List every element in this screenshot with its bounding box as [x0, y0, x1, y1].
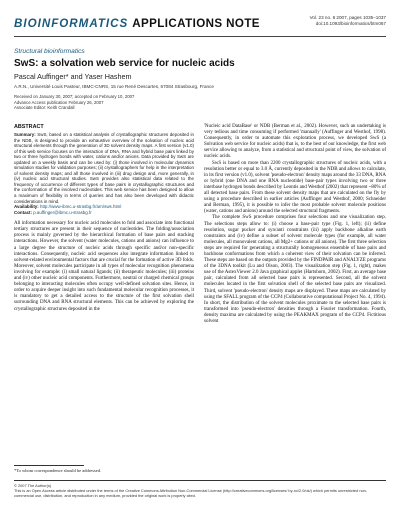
citation-block: [310, 15, 386, 27]
publication-dates: [14, 94, 134, 111]
footnote-divider: [14, 465, 84, 466]
summary-text: SwS, based on a statistical analysis of crystallographic structures deposited in the NDB, is designed to provide an exhaustive overview of the solvation of nucleic acid structural elements through the generation of 3D solvent density maps. A first version (v1.0) of this web service focuses on the interaction of DNA, RNA and hybrid base pairs linked by two or three hydrogen bonds with water, cations and/or anions. Data provided by SwS are updated on a weekly basis and can be used by: (i) those involved in molecular dynamics simulation studies for validation purposes; (ii) crystallographers for help in the interpretation of solvent density maps; and all those involved in (iii) drug design and, more generally, in (iv) nucleic acid structural studies. SwS provides also statistical data related to the frequency of occurrence of different types of base pairs in crystallographic structures and the conformation of the involved nucleotides. This web service has been designed to allow a maximum of flexibility in terms of queries and has also been developed with didactic considerations in mind.: [14, 132, 195, 204]
body-paragraph-2: SwS is based on more than 2200 crystallographic structures of nucleic acids, with a resolution better or equal to 3.0 Å, currently deposited in the NDB and allows to calculate, in its first version (v1.0), solvent 'pseudo-electron' density maps around the 33 DNA, RNA or hybrid (one DNA and one RNA nucleotide) base-pair types involving two or three interbase hydrogen bonds described by Leontis and Westhof (2002) that represent ~80% of all detected base pairs. From these solvent density maps that are calculated on the fly by using a procedure described in earlier articles (Auffinger and Westhof, 2000; Schneider and Berman, 1995), it is possible to infer the most probable solvent molecule positions (water, cations and anions) around the selected structural fragments.: [204, 160, 386, 215]
journal-header: [14, 8, 386, 52]
footer-divider: [14, 480, 386, 481]
intro-paragraph: All information necessary for nucleic acid molecules to fold and associate into functional tertiary structures are present in their sequence of nucleotides. The folding/association process is mainly governed by the hierarchical formation of base pairs and stacking interactions. However, the solvent (water molecules, cations and anions) can influence to a large degree the structure of nucleic acids through specific and/or non-specific interactions. Consequently, nucleic acid sequences also integrate information linked to solvent-related environmental factors that are crucial for the formation of active 3D folds. Moreover, solvent molecules participate in all types of molecular recognition phenomena involving for example: (i) small natural ligands; (ii) therapeutic molecules; (iii) proteins and (iv) other nucleic acid components. Furthermore, neutral or charged chemical groups belonging to interacting molecules often occupy well-defined solvation sites. Hence, in order to acquire deeper insight into such fundamental molecular recognition processes, it is mandatory to get a detailed access to the structure of the first solvation shell surrounding DNA and RNA structural elements. This can be achieved by exploring the crystallographic structures deposited in the: [14, 221, 194, 312]
summary-label: Summary:: [14, 132, 36, 137]
body-paragraph-3: The complete SwS procedure comprises four selections and one visualization step. The selections steps allow to: (i) choose a base-pair type (Fig. 1, left); (ii) define resolution, sugar pucker and syn/anti constraints (iii) apply backbone alkaline earth constraints and (iv) define a subset of solvent molecule types (for example, all water molecules, all monovalent cations, all Mg2+ cations or all anions). The first three selection steps are required for generating a structurally homogeneous ensemble of base pairs and backbone conformations from which a coherent view of their solvation can be inferred. These steps are based on the outputs provided by the FINDPAIR and ANALYZE programs of the 3DNA toolkit (Lu and Olson, 2003). The visualization step (Fig. 1, right), makes use of the AstexViewer 2.0 Java graphical applet (Hartshorn, 2002). First, an average base pair, calculated from all selected base pairs is represented. Second, all the solvent molecules located in the first solvation shell of the selected base pairs are visualized. Third, solvent 'pseudo-electron' density maps are displayed. These maps are calculated by using the SFALL program of the CCP4 (Collaborative computational Project No. 4, 1994). In short, the distribution of the solvent molecules proximate to the selected base pairs is transformed into 'pseudo-electron' densities through a Fourier transformation. Fourth, density maxima are calculated by using the PEAKMAX program of the CCP4. Fictitious solvent: [204, 215, 386, 324]
correspondence-footnote: *To whom correspondence should be addressed.: [14, 468, 102, 473]
availability-link[interactable]: http://www-ibmc.u-strasbg.fr/arn/sws.html: [39, 204, 122, 210]
journal-name: BIOINFORMATICS: [14, 17, 129, 30]
doi-line[interactable]: doi:10.1093/bioinformatics/btm067: [315, 21, 386, 26]
copyright-line: © 2007 The Author(s): [14, 483, 52, 488]
article-category: Structural bioinformatics: [14, 48, 85, 55]
copyright-notice: [14, 483, 386, 498]
contact-email-link[interactable]: p.auffinger@ibmc.u-strasbg.fr: [33, 209, 92, 215]
header-divider: [14, 36, 386, 37]
received-date: Received on January 30, 2007; accepted on February 10, 2007: [14, 94, 135, 99]
body-paragraph-1: 'Nucleic acid DataBase' or NDB (Berman et al., 2002). However, such an undertaking is very tedious and time consuming if performed 'manually' (Auffinger and Westhof, 1998). Consequently, in order to automate this exploration process, we developed SwS (a Solvation web service for nucleic acids) that is, to the best of our knowledge, the first web service allowing to analyze, from a statistical and structural point of view, the solvation of nucleic acids.: [204, 124, 386, 160]
availability-label: Availability:: [14, 204, 39, 210]
contact-label: Contact:: [14, 209, 32, 215]
article-title: SwS: a solvation web service for nucleic acids: [14, 58, 235, 69]
article-authors: Pascal Auffinger* and Yaser Hashem: [14, 72, 132, 81]
left-column: [14, 124, 194, 313]
note-type: APPLICATIONS NOTE: [132, 17, 260, 30]
abstract-summary: [14, 132, 194, 204]
license-text: This is an Open Access article distributed under the terms of the Creative Commons Attribution Non-Commercial License (http://creativecommons.org/licenses/ by-nc/2.0/uk/) which permits unrestricted non-commercial use, distribution, and reproduction in any medium, provided the original work is properly cited.: [14, 488, 368, 498]
author-affiliation: A.R.N., Université Louis Pasteur, IBMC-CNRS, 15 rue René Descartes, 67084 Strasbourg, France: [14, 84, 214, 89]
citation-line: Vol. 23 no. 8 2007, pages 1035–1037: [309, 15, 386, 20]
advance-access: Advance Access publication February 26, 2007: [14, 99, 104, 105]
abstract-heading: ABSTRACT: [14, 124, 44, 130]
right-column: [204, 124, 386, 325]
journal-brand: [14, 17, 260, 30]
associate-editor: Associate Editor: Keith Crandall: [14, 105, 75, 111]
